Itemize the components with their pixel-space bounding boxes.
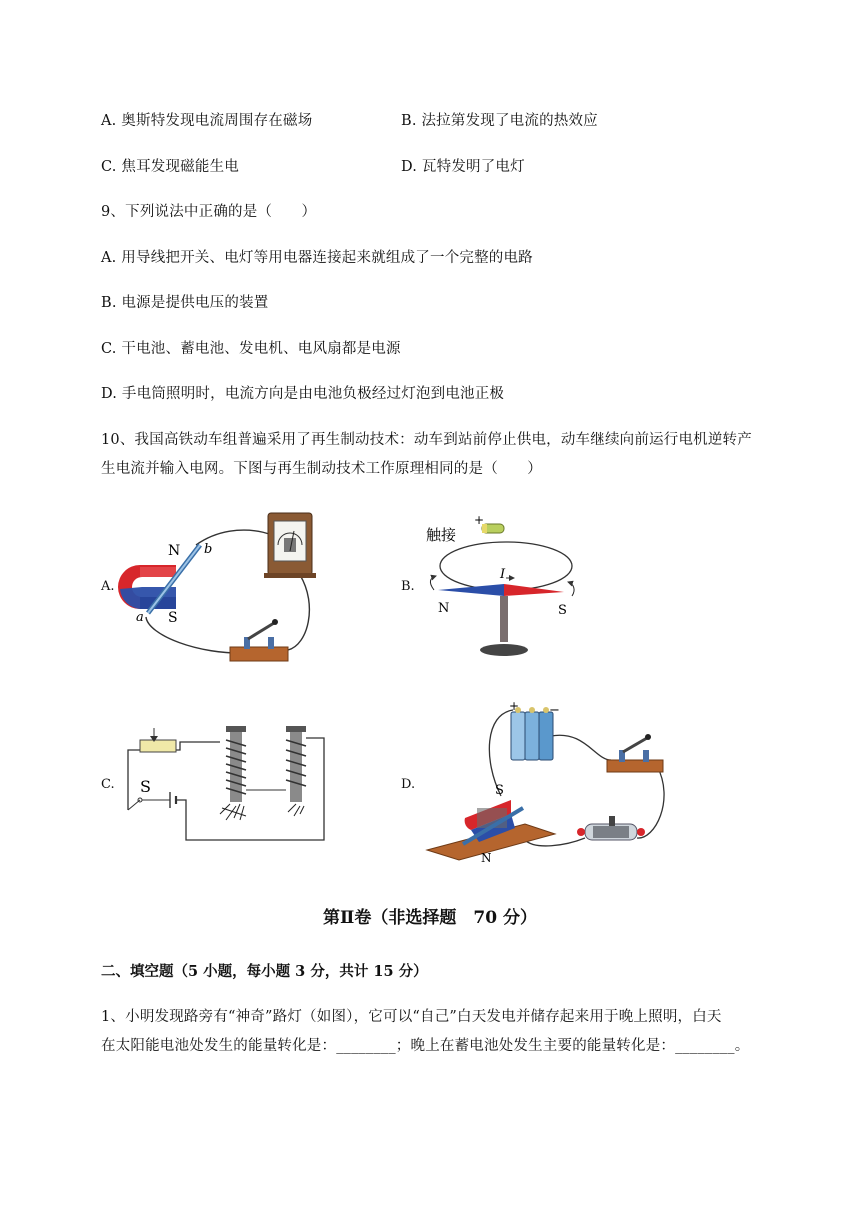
nail-coil-left-icon — [220, 726, 246, 820]
part2-section-heading: 二、填空题（5 小题，每小题 3 分，共计 15 分） — [101, 963, 428, 980]
fig-a-label: A. — [101, 579, 115, 594]
q10-stem-line2: 生电流并输入电网。下图与再生制动技术工作原理相同的是（ ） — [101, 461, 542, 477]
battery-pack-icon — [509, 700, 560, 760]
part2-q1-line1: 1、小明发现路旁有“神奇”路灯（如图），它可以“自己”白天发电并储存起来用于晚上照明，白天 — [101, 1009, 722, 1025]
part2-title: 第Ⅱ卷（非选择题 70 分） — [323, 908, 537, 928]
fig-b-touch-label: 触接 — [426, 526, 457, 544]
galvanometer-icon — [264, 513, 316, 578]
nail-coil-right-icon — [286, 726, 306, 816]
q8-option-d: D. 瓦特发明了电灯 — [401, 159, 525, 175]
q8-option-c: C. 焦耳发现磁能生电 — [101, 159, 239, 175]
q9-stem: 9、下列说法中正确的是（ ） — [101, 204, 317, 220]
q9-option-c: C. 干电池、蓄电池、发电机、电风扇都是电源 — [101, 341, 401, 357]
figure-c-electromagnets — [120, 720, 330, 846]
fig-b-s-label: S — [558, 603, 567, 618]
fig-a-a-label: a — [136, 610, 144, 625]
knife-switch-icon — [230, 619, 288, 661]
fig-a-b-label: b — [204, 542, 213, 557]
figure-a-generator — [118, 505, 328, 667]
knife-switch-icon — [607, 734, 663, 772]
rheostat-icon — [577, 816, 645, 840]
fig-c-switch-label: S — [140, 777, 151, 796]
part2-q1-line2: 在太阳能电池处发生的能量转化是：________；晚上在蓄电池处发生主要的能量转化是：________。 — [101, 1038, 750, 1054]
fig-a-s-label: S — [168, 610, 178, 626]
q8-option-b: B. 法拉第发现了电流的热效应 — [401, 113, 598, 129]
fig-d-s-label: S — [495, 783, 504, 798]
q9-option-d: D. 手电筒照明时，电流方向是由电池负极经过灯泡到电池正极 — [101, 386, 505, 402]
q8-option-a: A. 奥斯特发现电流周围存在磁场 — [101, 113, 313, 129]
fig-b-plus-label: + — [474, 513, 485, 527]
compass-needle-icon — [438, 584, 564, 656]
fig-d-n-label: N — [481, 851, 492, 864]
fig-b-label: B. — [401, 579, 415, 594]
fig-d-minus-label: − — [549, 703, 560, 718]
fig-c-label: C. — [101, 777, 115, 792]
fig-b-current-label: I — [500, 567, 506, 582]
fig-b-n-label: N — [438, 601, 450, 616]
q10-stem-line1: 10、我国高铁动车组普遍采用了再生制动技术：动车到站前停止供电，动车继续向前运行电机逆转产 — [101, 432, 752, 448]
fig-d-plus-label: + — [509, 700, 520, 713]
figure-d-motor — [425, 700, 670, 864]
figure-b-oersted — [422, 508, 582, 662]
fig-d-label: D. — [401, 777, 416, 792]
q9-option-b: B. 电源是提供电压的装置 — [101, 295, 269, 311]
q9-option-a: A. 用导线把开关、电灯等用电器连接起来就组成了一个完整的电路 — [101, 250, 533, 266]
fig-a-n-label: N — [168, 543, 181, 559]
